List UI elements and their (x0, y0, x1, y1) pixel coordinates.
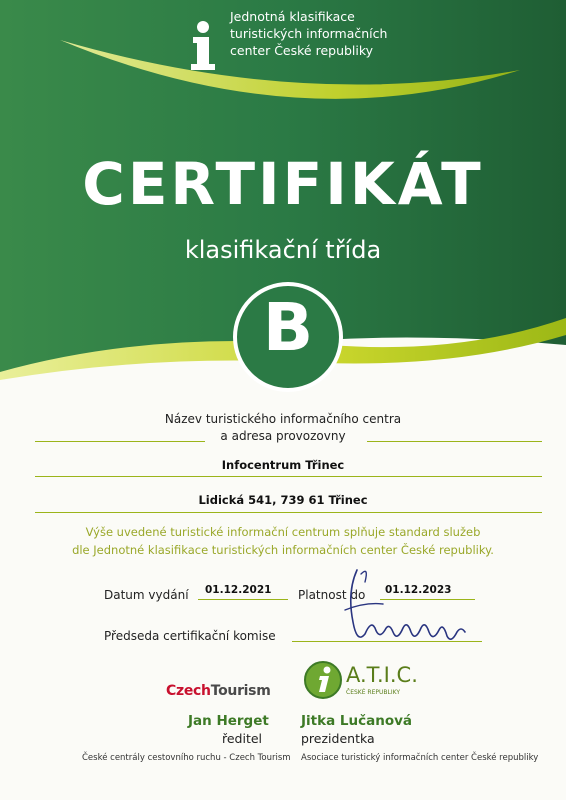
chair-label: Předseda certifikační komise (104, 629, 276, 643)
certificate-subtitle: klasifikační třída (184, 236, 382, 264)
certificate-title: CERTIFIKÁT (82, 150, 484, 218)
czech-tourism-logo-part1: Czech (166, 683, 211, 699)
header-line-2: turistických informačních (230, 26, 388, 41)
center-name: Infocentrum Třinec (221, 458, 345, 472)
issue-date-value: 01.12.2021 (205, 584, 272, 596)
issue-date-label: Datum vydání (104, 588, 189, 602)
rule-center-address (35, 512, 542, 513)
grade-letter: B (262, 289, 314, 366)
right-signer-name: Jitka Lučanová (301, 713, 413, 729)
atic-logo-text: A.T.I.C. (346, 663, 418, 687)
validity-label: Platnost do (298, 588, 366, 602)
czech-tourism-logo (166, 683, 271, 699)
rule-right (367, 441, 542, 442)
header-line-1: Jednotná klasifikace (230, 9, 355, 24)
right-signer-org: Asociace turistický informačních center České republiky (301, 753, 539, 763)
rule-left (35, 441, 205, 442)
atic-logo-icon (303, 660, 343, 700)
atic-logo-subtext: ČESKÉ REPUBLIKY (346, 689, 401, 696)
left-signer-org: České centrály cestovního ruchu - Czech Tourism (82, 753, 291, 763)
name-label-line2: a adresa provozovny (220, 429, 346, 443)
name-label-line1: Název turistického informačního centra (164, 412, 402, 426)
rule-center-name (35, 476, 542, 477)
statement-line2: dle Jednotné klasifikace turistických informačních center České republiky. (72, 543, 494, 557)
signature (335, 562, 470, 662)
header-line-3: center České republiky (230, 43, 374, 58)
right-signer-role: prezidentka (301, 731, 375, 746)
center-address: Lidická 541, 739 61 Třinec (198, 493, 368, 507)
header-text (230, 8, 450, 59)
left-signer-role: ředitel (222, 731, 263, 746)
validity-value: 01.12.2023 (385, 584, 452, 596)
info-icon (185, 20, 221, 72)
left-signer-name: Jan Herget (188, 713, 269, 729)
czech-tourism-logo-part2: Tourism (210, 683, 271, 699)
rule-issue-date (198, 599, 288, 600)
statement-line1: Výše uvedené turistické informační centrum splňuje standard služeb (85, 525, 481, 539)
